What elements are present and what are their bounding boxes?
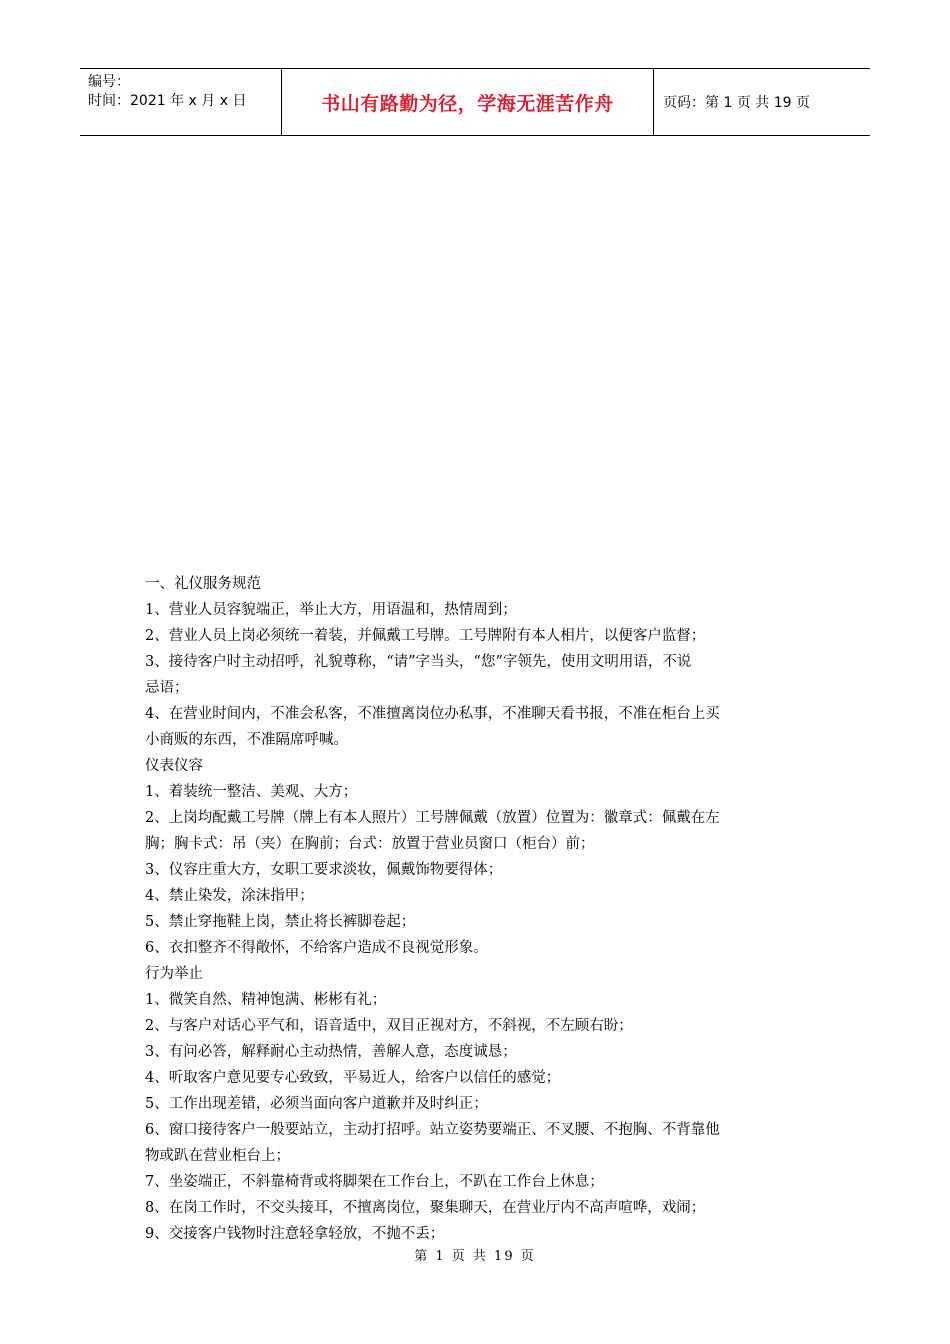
section-heading: 一、礼仪服务规范 <box>145 576 261 592</box>
body-line: 2、与客户对话心平气和，语音适中，双目正视对方，不斜视，不左顾右盼； <box>145 1018 633 1034</box>
body-line: 忌语； <box>145 680 189 696</box>
body-line: 胸；胸卡式：吊（夹）在胸前；台式：放置于营业员窗口（柜台）前； <box>145 836 595 852</box>
body-line: 1、着装统一整洁、美观、大方； <box>145 784 358 800</box>
subsection-heading: 仪表仪容 <box>145 758 203 774</box>
header-page-info: 页码：第 1 页 共 19 页 <box>663 95 810 111</box>
body-line: 3、接待客户时主动招呼，礼貌尊称，“请”字当头，“您”字领先，使用文明用语，不说 <box>145 654 692 670</box>
body-line: 1、微笑自然、精神饱满、彬彬有礼； <box>145 992 387 1008</box>
body-line: 物或趴在营业柜台上； <box>145 1148 290 1164</box>
body-line: 3、仪容庄重大方，女职工要求淡妆，佩戴饰物要得体； <box>145 862 503 878</box>
body-line: 小商贩的东西，不准隔席呼喊。 <box>145 732 348 748</box>
body-line: 1、营业人员容貌端正，举止大方，用语温和，热情周到； <box>145 602 517 618</box>
header-motto: 书山有路勤为径，学海无涯苦作舟 <box>321 92 614 115</box>
body-line: 7、坐姿端正，不斜靠椅背或将脚架在工作台上，不趴在工作台上休息； <box>145 1174 604 1190</box>
body-line: 6、衣扣整齐不得敞怀，不给客户造成不良视觉形象。 <box>145 940 488 956</box>
body-line: 4、听取客户意见要专心致致，平易近人，给客户以信任的感觉； <box>145 1070 561 1086</box>
header-motto-cell <box>282 69 654 135</box>
body-line: 4、禁止染发，涂沫指甲； <box>145 888 314 904</box>
body-line: 8、在岗工作时，不交头接耳，不擅离岗位，聚集聊天，在营业厅内不高声喧哗，戏闹； <box>145 1200 706 1216</box>
body-line: 2、营业人员上岗必须统一着装，并佩戴工号牌。工号牌附有本人相片，以便客户监督； <box>145 628 706 644</box>
body-line: 2、上岗均配戴工号牌（牌上有本人照片）工号牌佩戴（放置）位置为：徽章式：佩戴在左 <box>145 810 720 826</box>
body-line: 4、在营业时间内，不准会私客，不准擅离岗位办私事，不准聊天看书报，不准在柜台上买 <box>145 706 720 722</box>
header-page-cell <box>654 69 870 135</box>
header-meta-cell <box>80 69 282 135</box>
document-number-label: 编号： <box>88 74 130 90</box>
page-header <box>80 68 870 136</box>
body-line: 5、工作出现差错，必须当面向客户道歉并及时纠正； <box>145 1096 488 1112</box>
body-line: 6、窗口接待客户一般要站立，主动打招呼。站立姿势要端正、不叉腰、不抱胸、不背靠他 <box>145 1122 720 1138</box>
page-footer: 第 1 页 共 19 页 <box>414 1249 536 1264</box>
document-date: 时间：2021 年 x 月 x 日 <box>88 93 247 109</box>
body-line: 5、禁止穿拖鞋上岗，禁止将长裤脚卷起； <box>145 914 416 930</box>
subsection-heading: 行为举止 <box>145 966 203 982</box>
body-line: 9、交接客户钱物时注意轻拿轻放，不抛不丢； <box>145 1226 445 1242</box>
body-line: 3、有问必答，解释耐心主动热情，善解人意，态度诚恳； <box>145 1044 517 1060</box>
document-body <box>145 571 815 1247</box>
